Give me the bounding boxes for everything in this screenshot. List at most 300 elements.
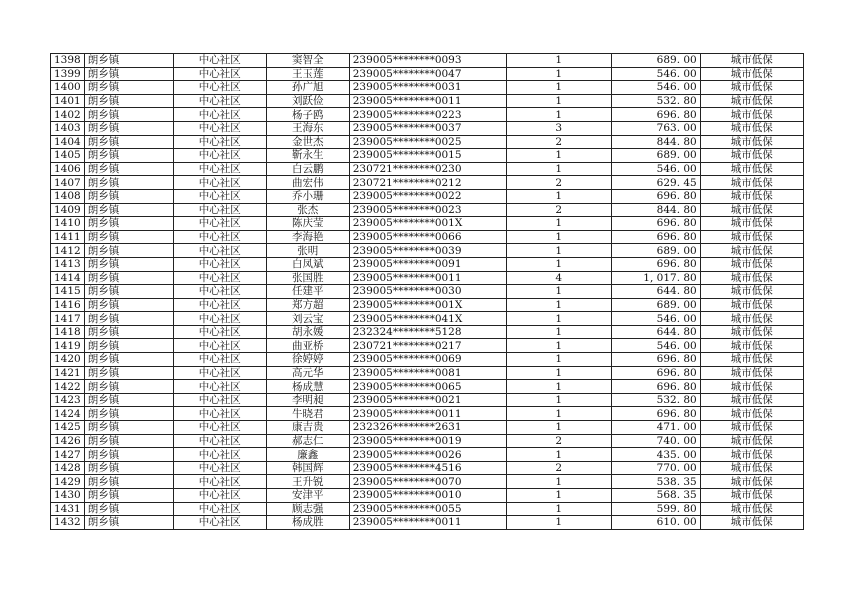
household-count-cell: 1 — [506, 230, 611, 244]
aid-type-cell: 城市低保 — [700, 366, 803, 380]
community-cell: 中心社区 — [173, 489, 266, 503]
amount-cell: 546. 00 — [611, 339, 700, 353]
table-row — [51, 285, 804, 299]
aid-type-cell: 城市低保 — [700, 244, 803, 258]
amount-cell: 599. 80 — [611, 502, 700, 516]
id-number-cell: 239005********0021 — [349, 393, 506, 407]
community-cell: 中心社区 — [173, 203, 266, 217]
town-cell: 朗乡镇 — [84, 271, 173, 285]
id-number-cell: 239005********0055 — [349, 502, 506, 516]
row-number: 1413 — [51, 257, 85, 271]
town-cell: 朗乡镇 — [84, 149, 173, 163]
name-cell: 靳永生 — [266, 149, 349, 163]
household-count-cell: 2 — [506, 203, 611, 217]
aid-type-cell: 城市低保 — [700, 312, 803, 326]
amount-cell: 696. 80 — [611, 108, 700, 122]
roster-table — [50, 53, 804, 530]
id-number-cell: 239005********0069 — [349, 353, 506, 367]
community-cell: 中心社区 — [173, 325, 266, 339]
row-number: 1417 — [51, 312, 85, 326]
table-row — [51, 54, 804, 68]
community-cell: 中心社区 — [173, 94, 266, 108]
row-number: 1401 — [51, 94, 85, 108]
row-number: 1399 — [51, 67, 85, 81]
amount-cell: 763. 00 — [611, 121, 700, 135]
row-number: 1429 — [51, 475, 85, 489]
row-number: 1408 — [51, 189, 85, 203]
name-cell: 李海艳 — [266, 230, 349, 244]
town-cell: 朗乡镇 — [84, 203, 173, 217]
id-number-cell: 232324********5128 — [349, 325, 506, 339]
row-number: 1412 — [51, 244, 85, 258]
town-cell: 朗乡镇 — [84, 434, 173, 448]
table-row — [51, 407, 804, 421]
id-number-cell: 239005********0039 — [349, 244, 506, 258]
amount-cell: 844. 80 — [611, 135, 700, 149]
row-number: 1423 — [51, 393, 85, 407]
community-cell: 中心社区 — [173, 217, 266, 231]
table-row — [51, 149, 804, 163]
amount-cell: 844. 80 — [611, 203, 700, 217]
row-number: 1420 — [51, 353, 85, 367]
row-number: 1400 — [51, 81, 85, 95]
row-number: 1430 — [51, 489, 85, 503]
table-row — [51, 189, 804, 203]
table-row — [51, 461, 804, 475]
amount-cell: 689. 00 — [611, 244, 700, 258]
aid-type-cell: 城市低保 — [700, 380, 803, 394]
aid-type-cell: 城市低保 — [700, 94, 803, 108]
table-row — [51, 339, 804, 353]
amount-cell: 696. 80 — [611, 380, 700, 394]
household-count-cell: 1 — [506, 298, 611, 312]
aid-type-cell: 城市低保 — [700, 434, 803, 448]
household-count-cell: 1 — [506, 81, 611, 95]
row-number: 1415 — [51, 285, 85, 299]
community-cell: 中心社区 — [173, 135, 266, 149]
community-cell: 中心社区 — [173, 516, 266, 530]
table-row — [51, 298, 804, 312]
town-cell: 朗乡镇 — [84, 230, 173, 244]
community-cell: 中心社区 — [173, 393, 266, 407]
id-number-cell: 232326********2631 — [349, 421, 506, 435]
town-cell: 朗乡镇 — [84, 94, 173, 108]
household-count-cell: 2 — [506, 434, 611, 448]
name-cell: 康吉贵 — [266, 421, 349, 435]
table-row — [51, 94, 804, 108]
household-count-cell: 1 — [506, 189, 611, 203]
household-count-cell: 1 — [506, 516, 611, 530]
aid-type-cell: 城市低保 — [700, 189, 803, 203]
table-row — [51, 67, 804, 81]
id-number-cell: 230721********0212 — [349, 176, 506, 190]
town-cell: 朗乡镇 — [84, 421, 173, 435]
name-cell: 郝志仁 — [266, 434, 349, 448]
town-cell: 朗乡镇 — [84, 339, 173, 353]
community-cell: 中心社区 — [173, 271, 266, 285]
town-cell: 朗乡镇 — [84, 285, 173, 299]
table-row — [51, 162, 804, 176]
community-cell: 中心社区 — [173, 149, 266, 163]
id-number-cell: 239005********0023 — [349, 203, 506, 217]
household-count-cell: 1 — [506, 94, 611, 108]
id-number-cell: 239005********0066 — [349, 230, 506, 244]
aid-type-cell: 城市低保 — [700, 176, 803, 190]
town-cell: 朗乡镇 — [84, 121, 173, 135]
id-number-cell: 239005********0011 — [349, 94, 506, 108]
row-number: 1402 — [51, 108, 85, 122]
amount-cell: 644. 80 — [611, 325, 700, 339]
aid-type-cell: 城市低保 — [700, 203, 803, 217]
aid-type-cell: 城市低保 — [700, 461, 803, 475]
row-number: 1411 — [51, 230, 85, 244]
table-row — [51, 176, 804, 190]
town-cell: 朗乡镇 — [84, 489, 173, 503]
id-number-cell: 239005********0030 — [349, 285, 506, 299]
id-number-cell: 239005********0081 — [349, 366, 506, 380]
row-number: 1432 — [51, 516, 85, 530]
community-cell: 中心社区 — [173, 285, 266, 299]
household-count-cell: 1 — [506, 285, 611, 299]
id-number-cell: 239005********0047 — [349, 67, 506, 81]
aid-type-cell: 城市低保 — [700, 325, 803, 339]
name-cell: 韩国辉 — [266, 461, 349, 475]
amount-cell: 696. 80 — [611, 257, 700, 271]
table-row — [51, 516, 804, 530]
name-cell: 郑方超 — [266, 298, 349, 312]
town-cell: 朗乡镇 — [84, 217, 173, 231]
row-number: 1427 — [51, 448, 85, 462]
aid-type-cell: 城市低保 — [700, 448, 803, 462]
row-number: 1418 — [51, 325, 85, 339]
name-cell: 刘云宝 — [266, 312, 349, 326]
aid-type-cell: 城市低保 — [700, 516, 803, 530]
aid-type-cell: 城市低保 — [700, 393, 803, 407]
aid-type-cell: 城市低保 — [700, 489, 803, 503]
table-row — [51, 325, 804, 339]
name-cell: 陈庆莹 — [266, 217, 349, 231]
aid-type-cell: 城市低保 — [700, 407, 803, 421]
name-cell: 窦智全 — [266, 54, 349, 68]
aid-type-cell: 城市低保 — [700, 257, 803, 271]
table-row — [51, 312, 804, 326]
community-cell: 中心社区 — [173, 461, 266, 475]
name-cell: 刘跃俭 — [266, 94, 349, 108]
community-cell: 中心社区 — [173, 121, 266, 135]
table-row — [51, 271, 804, 285]
amount-cell: 568. 35 — [611, 489, 700, 503]
id-number-cell: 239005********0015 — [349, 149, 506, 163]
town-cell: 朗乡镇 — [84, 516, 173, 530]
town-cell: 朗乡镇 — [84, 244, 173, 258]
town-cell: 朗乡镇 — [84, 502, 173, 516]
community-cell: 中心社区 — [173, 54, 266, 68]
name-cell: 曲亚桥 — [266, 339, 349, 353]
row-number: 1409 — [51, 203, 85, 217]
aid-type-cell: 城市低保 — [700, 285, 803, 299]
table-row — [51, 244, 804, 258]
community-cell: 中心社区 — [173, 230, 266, 244]
town-cell: 朗乡镇 — [84, 54, 173, 68]
town-cell: 朗乡镇 — [84, 67, 173, 81]
table-row — [51, 475, 804, 489]
household-count-cell: 1 — [506, 312, 611, 326]
name-cell: 牛晓君 — [266, 407, 349, 421]
community-cell: 中心社区 — [173, 312, 266, 326]
community-cell: 中心社区 — [173, 475, 266, 489]
id-number-cell: 239005********0011 — [349, 271, 506, 285]
household-count-cell: 1 — [506, 339, 611, 353]
row-number: 1405 — [51, 149, 85, 163]
table-row — [51, 353, 804, 367]
table-row — [51, 502, 804, 516]
row-number: 1422 — [51, 380, 85, 394]
name-cell: 张明 — [266, 244, 349, 258]
name-cell: 王玉莲 — [266, 67, 349, 81]
community-cell: 中心社区 — [173, 407, 266, 421]
community-cell: 中心社区 — [173, 189, 266, 203]
amount-cell: 696. 80 — [611, 353, 700, 367]
id-number-cell: 239005********0022 — [349, 189, 506, 203]
id-number-cell: 239005********0010 — [349, 489, 506, 503]
amount-cell: 689. 00 — [611, 298, 700, 312]
row-number: 1425 — [51, 421, 85, 435]
amount-cell: 629. 45 — [611, 176, 700, 190]
community-cell: 中心社区 — [173, 339, 266, 353]
id-number-cell: 239005********001X — [349, 298, 506, 312]
household-count-cell: 1 — [506, 448, 611, 462]
household-count-cell: 1 — [506, 54, 611, 68]
id-number-cell: 239005********0031 — [349, 81, 506, 95]
household-count-cell: 1 — [506, 380, 611, 394]
aid-type-cell: 城市低保 — [700, 81, 803, 95]
name-cell: 金世杰 — [266, 135, 349, 149]
aid-type-cell: 城市低保 — [700, 217, 803, 231]
town-cell: 朗乡镇 — [84, 257, 173, 271]
town-cell: 朗乡镇 — [84, 298, 173, 312]
amount-cell: 696. 80 — [611, 217, 700, 231]
name-cell: 李明昶 — [266, 393, 349, 407]
table-row — [51, 217, 804, 231]
aid-type-cell: 城市低保 — [700, 54, 803, 68]
row-number: 1428 — [51, 461, 85, 475]
row-number: 1426 — [51, 434, 85, 448]
community-cell: 中心社区 — [173, 502, 266, 516]
name-cell: 王升锐 — [266, 475, 349, 489]
id-number-cell: 230721********0230 — [349, 162, 506, 176]
community-cell: 中心社区 — [173, 176, 266, 190]
amount-cell: 538. 35 — [611, 475, 700, 489]
row-number: 1398 — [51, 54, 85, 68]
town-cell: 朗乡镇 — [84, 475, 173, 489]
table-row — [51, 135, 804, 149]
household-count-cell: 1 — [506, 108, 611, 122]
aid-type-cell: 城市低保 — [700, 108, 803, 122]
community-cell: 中心社区 — [173, 162, 266, 176]
table-row — [51, 448, 804, 462]
town-cell: 朗乡镇 — [84, 448, 173, 462]
id-number-cell: 239005********0065 — [349, 380, 506, 394]
id-number-cell: 239005********0011 — [349, 516, 506, 530]
household-count-cell: 2 — [506, 461, 611, 475]
row-number: 1414 — [51, 271, 85, 285]
amount-cell: 610. 00 — [611, 516, 700, 530]
row-number: 1403 — [51, 121, 85, 135]
community-cell: 中心社区 — [173, 366, 266, 380]
aid-type-cell: 城市低保 — [700, 353, 803, 367]
amount-cell: 546. 00 — [611, 81, 700, 95]
name-cell: 杨子鸥 — [266, 108, 349, 122]
name-cell: 张杰 — [266, 203, 349, 217]
id-number-cell: 239005********0011 — [349, 407, 506, 421]
table-row — [51, 108, 804, 122]
aid-type-cell: 城市低保 — [700, 67, 803, 81]
name-cell: 杨成胜 — [266, 516, 349, 530]
aid-type-cell: 城市低保 — [700, 135, 803, 149]
table-row — [51, 421, 804, 435]
community-cell: 中心社区 — [173, 298, 266, 312]
household-count-cell: 1 — [506, 162, 611, 176]
community-cell: 中心社区 — [173, 108, 266, 122]
id-number-cell: 239005********0019 — [349, 434, 506, 448]
community-cell: 中心社区 — [173, 257, 266, 271]
id-number-cell: 239005********0223 — [349, 108, 506, 122]
name-cell: 安津平 — [266, 489, 349, 503]
amount-cell: 770. 00 — [611, 461, 700, 475]
id-number-cell: 239005********4516 — [349, 461, 506, 475]
amount-cell: 546. 00 — [611, 312, 700, 326]
aid-type-cell: 城市低保 — [700, 149, 803, 163]
id-number-cell: 239005********041X — [349, 312, 506, 326]
name-cell: 张国胜 — [266, 271, 349, 285]
table-row — [51, 489, 804, 503]
household-count-cell: 1 — [506, 325, 611, 339]
name-cell: 白凤斌 — [266, 257, 349, 271]
amount-cell: 546. 00 — [611, 162, 700, 176]
town-cell: 朗乡镇 — [84, 108, 173, 122]
row-number: 1431 — [51, 502, 85, 516]
id-number-cell: 230721********0217 — [349, 339, 506, 353]
town-cell: 朗乡镇 — [84, 461, 173, 475]
amount-cell: 689. 00 — [611, 54, 700, 68]
household-count-cell: 1 — [506, 475, 611, 489]
aid-type-cell: 城市低保 — [700, 162, 803, 176]
town-cell: 朗乡镇 — [84, 135, 173, 149]
household-count-cell: 2 — [506, 176, 611, 190]
name-cell: 徐婷婷 — [266, 353, 349, 367]
amount-cell: 740. 00 — [611, 434, 700, 448]
name-cell: 白云鹏 — [266, 162, 349, 176]
household-count-cell: 1 — [506, 393, 611, 407]
amount-cell: 696. 80 — [611, 366, 700, 380]
community-cell: 中心社区 — [173, 67, 266, 81]
household-count-cell: 1 — [506, 366, 611, 380]
name-cell: 杨成慧 — [266, 380, 349, 394]
aid-type-cell: 城市低保 — [700, 339, 803, 353]
table-row — [51, 434, 804, 448]
amount-cell: 696. 80 — [611, 407, 700, 421]
household-count-cell: 1 — [506, 407, 611, 421]
town-cell: 朗乡镇 — [84, 325, 173, 339]
row-number: 1404 — [51, 135, 85, 149]
amount-cell: 644. 80 — [611, 285, 700, 299]
amount-cell: 696. 80 — [611, 230, 700, 244]
household-count-cell: 1 — [506, 353, 611, 367]
aid-type-cell: 城市低保 — [700, 121, 803, 135]
id-number-cell: 239005********0070 — [349, 475, 506, 489]
household-count-cell: 3 — [506, 121, 611, 135]
name-cell: 廉鑫 — [266, 448, 349, 462]
town-cell: 朗乡镇 — [84, 81, 173, 95]
amount-cell: 471. 00 — [611, 421, 700, 435]
aid-type-cell: 城市低保 — [700, 230, 803, 244]
id-number-cell: 239005********0093 — [349, 54, 506, 68]
aid-type-cell: 城市低保 — [700, 475, 803, 489]
amount-cell: 546. 00 — [611, 67, 700, 81]
town-cell: 朗乡镇 — [84, 176, 173, 190]
town-cell: 朗乡镇 — [84, 393, 173, 407]
community-cell: 中心社区 — [173, 434, 266, 448]
table-row — [51, 366, 804, 380]
amount-cell: 1, 017. 80 — [611, 271, 700, 285]
name-cell: 曲宏伟 — [266, 176, 349, 190]
aid-type-cell: 城市低保 — [700, 502, 803, 516]
aid-type-cell: 城市低保 — [700, 421, 803, 435]
household-count-cell: 1 — [506, 67, 611, 81]
table-row — [51, 257, 804, 271]
id-number-cell: 239005********0091 — [349, 257, 506, 271]
name-cell: 顾志强 — [266, 502, 349, 516]
town-cell: 朗乡镇 — [84, 353, 173, 367]
household-count-cell: 1 — [506, 489, 611, 503]
aid-type-cell: 城市低保 — [700, 298, 803, 312]
community-cell: 中心社区 — [173, 421, 266, 435]
table-row — [51, 230, 804, 244]
household-count-cell: 1 — [506, 244, 611, 258]
table-row — [51, 121, 804, 135]
table-row — [51, 380, 804, 394]
table-row — [51, 203, 804, 217]
community-cell: 中心社区 — [173, 448, 266, 462]
town-cell: 朗乡镇 — [84, 407, 173, 421]
household-count-cell: 1 — [506, 502, 611, 516]
name-cell: 胡永媛 — [266, 325, 349, 339]
table-row — [51, 81, 804, 95]
community-cell: 中心社区 — [173, 380, 266, 394]
town-cell: 朗乡镇 — [84, 312, 173, 326]
amount-cell: 435. 00 — [611, 448, 700, 462]
roster-body — [51, 54, 804, 530]
household-count-cell: 4 — [506, 271, 611, 285]
name-cell: 孙广旭 — [266, 81, 349, 95]
community-cell: 中心社区 — [173, 353, 266, 367]
town-cell: 朗乡镇 — [84, 366, 173, 380]
household-count-cell: 1 — [506, 217, 611, 231]
community-cell: 中心社区 — [173, 244, 266, 258]
community-cell: 中心社区 — [173, 81, 266, 95]
household-count-cell: 1 — [506, 149, 611, 163]
amount-cell: 532. 80 — [611, 393, 700, 407]
name-cell: 任建平 — [266, 285, 349, 299]
town-cell: 朗乡镇 — [84, 189, 173, 203]
id-number-cell: 239005********001X — [349, 217, 506, 231]
row-number: 1410 — [51, 217, 85, 231]
amount-cell: 532. 80 — [611, 94, 700, 108]
amount-cell: 689. 00 — [611, 149, 700, 163]
id-number-cell: 239005********0037 — [349, 121, 506, 135]
row-number: 1424 — [51, 407, 85, 421]
household-count-cell: 1 — [506, 257, 611, 271]
